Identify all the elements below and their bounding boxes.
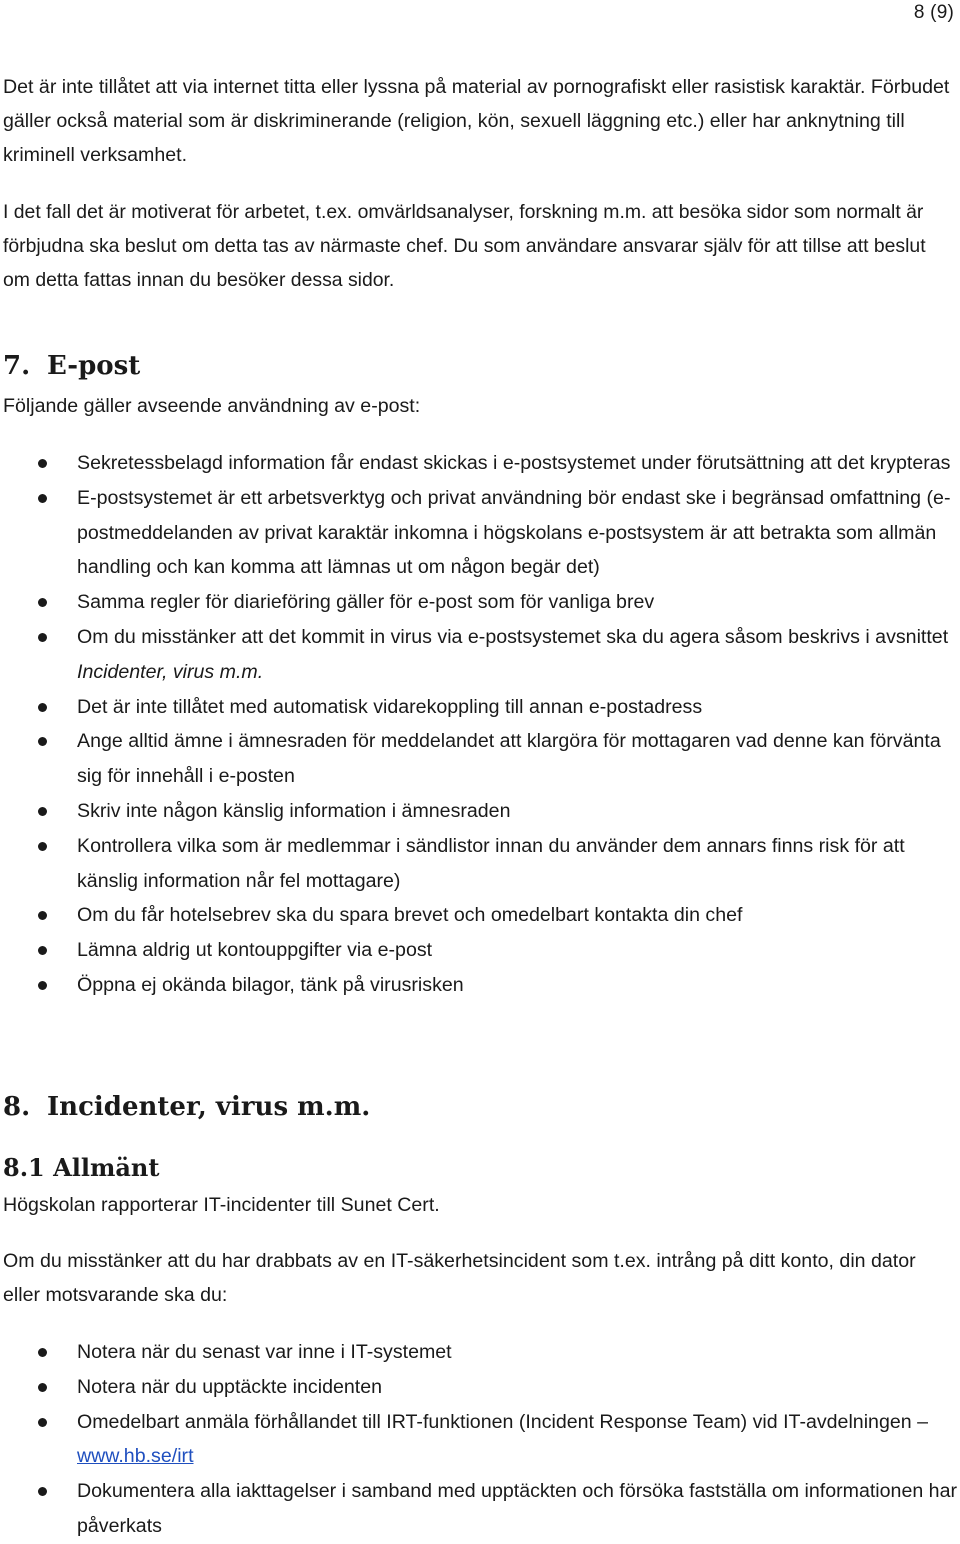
list-item — [0, 481, 960, 585]
bullet-icon — [38, 842, 47, 851]
section-7-heading — [3, 351, 140, 381]
list-item-text: E-postsystemet är ett arbetsverktyg och privat användning bör endast ske i begränsad omfattning (e-postmeddelanden av privat karaktär inkomna i högskolans e-postsystem är att betrakta som allmän handling och kan komma att lämnas ut om någon begär det) — [77, 486, 951, 579]
section-7-intro: Följande gäller avseende användning av e-post: — [3, 395, 421, 417]
permission-paragraph — [3, 195, 953, 297]
section-7-title: E-post — [47, 351, 141, 381]
bullet-icon — [38, 598, 47, 607]
list-item — [0, 446, 960, 481]
section-8-title: Incidenter, virus m.m. — [47, 1092, 371, 1122]
bullet-icon — [38, 1383, 47, 1392]
list-item-text: Lämna aldrig ut kontouppgifter via e-post — [77, 939, 433, 962]
section-8-heading — [3, 1092, 370, 1122]
bullet-icon — [38, 1418, 47, 1427]
list-item — [0, 690, 960, 725]
list-item — [0, 1335, 960, 1370]
list-item — [0, 933, 960, 968]
incident-steps-list — [0, 1335, 960, 1544]
section-7-number: 7. — [3, 351, 31, 381]
list-item — [0, 898, 960, 933]
bullet-icon — [38, 981, 47, 990]
list-item-text: Notera när du upptäckte incidenten — [77, 1375, 382, 1398]
list-item-text: Skriv inte någon känslig information i ämnesraden — [77, 799, 511, 822]
list-item-text: Om du får hotelsebrev ska du spara brevet och omedelbart kontakta din chef — [77, 904, 743, 927]
list-item-text: Kontrollera vilka som är medlemmar i sändlistor innan du använder dem annars finns risk för att känslig information når fel mottagare) — [77, 834, 905, 892]
bullet-icon — [38, 737, 47, 746]
email-rules-list — [0, 446, 960, 1003]
list-item — [0, 1370, 960, 1405]
list-item-text: Sekretessbelagd information får endast skickas i e-postsystemet under förutsättning att det krypteras — [77, 452, 951, 474]
bullet-icon — [38, 946, 47, 955]
list-item — [0, 794, 960, 829]
list-item-text: Det är inte tillåtet med automatisk vidarekoppling till annan e-postadress — [77, 695, 703, 718]
list-item-text: Samma regler för diarieföring gäller för e-post som för vanliga brev — [77, 591, 655, 614]
list-item — [0, 1405, 960, 1475]
list-item-text: Omedelbart anmäla förhållandet till IRT-funktionen (Incident Response Team) vid IT-avdelningen – — [77, 1410, 928, 1433]
bullet-icon — [38, 494, 47, 503]
list-item-text: Dokumentera alla iakttagelser i samband med upptäckten och försöka fastställa om informationen har påverkats — [77, 1480, 958, 1537]
bullet-icon — [38, 1348, 47, 1357]
section-8-number: 8. — [3, 1092, 31, 1122]
list-item-text: Om du misstänker att det kommit in virus via e-postsystemet ska du agera såsom beskrivs i avsnittet — [77, 625, 949, 648]
list-item-text: Notera när du senast var inne i IT-systemet — [77, 1341, 452, 1363]
list-item — [0, 620, 960, 690]
permission-paragraph-part1: I det fall det är motiverat för arbetet, t.ex. omvärldsanalyser, forskning m.m. att besöka sidor som normalt är förbjudna ska beslut om detta tas av närmaste chef. — [3, 201, 924, 257]
list-item-text: Öppna ej okända bilagor, tänk på virusrisken — [77, 973, 464, 996]
bullet-icon — [38, 807, 47, 816]
bullet-icon — [38, 911, 47, 920]
bullet-icon — [38, 633, 47, 642]
list-item — [0, 724, 960, 794]
list-item-text: Ange alltid ämne i ämnesraden för meddelandet att klargöra för mottagaren vad denne kan förvänta sig för innehåll i e-posten — [77, 730, 941, 788]
list-item-italic-reference: Incidenter, virus m.m. — [77, 660, 264, 683]
list-item — [0, 1474, 960, 1544]
section-8-1-heading: 8.1 Allmänt — [3, 1153, 160, 1182]
page-number: 8 (9) — [913, 2, 954, 23]
permission-paragraph-part2: Du som användare ansvarar själv för att tillse att beslut om detta fattas innan du besöker dessa sidor. — [3, 235, 926, 291]
bullet-icon — [38, 459, 47, 468]
list-item — [0, 829, 960, 899]
list-item — [0, 585, 960, 620]
section-8-1-paragraph-1: Högskolan rapporterar IT-incidenter till Sunet Cert. — [3, 1194, 440, 1216]
intro-paragraph: Det är inte tillåtet att via internet titta eller lyssna på material av pornografiskt eller rasistisk karaktär. Förbudet gäller också material som är diskriminerande (religion, kön, sexuell läggning etc.) eller har anknytning till kriminell verksamhet. — [3, 76, 950, 166]
bullet-icon — [38, 1487, 47, 1496]
section-8-1-paragraph-2: Om du misstänker att du har drabbats av en IT-säkerhetsincident som t.ex. intrång på ditt konto, din dator eller motsvarande ska du: — [3, 1250, 916, 1306]
irt-link[interactable]: www.hb.se/irt — [77, 1445, 194, 1468]
list-item — [0, 968, 960, 1003]
bullet-icon — [38, 703, 47, 712]
